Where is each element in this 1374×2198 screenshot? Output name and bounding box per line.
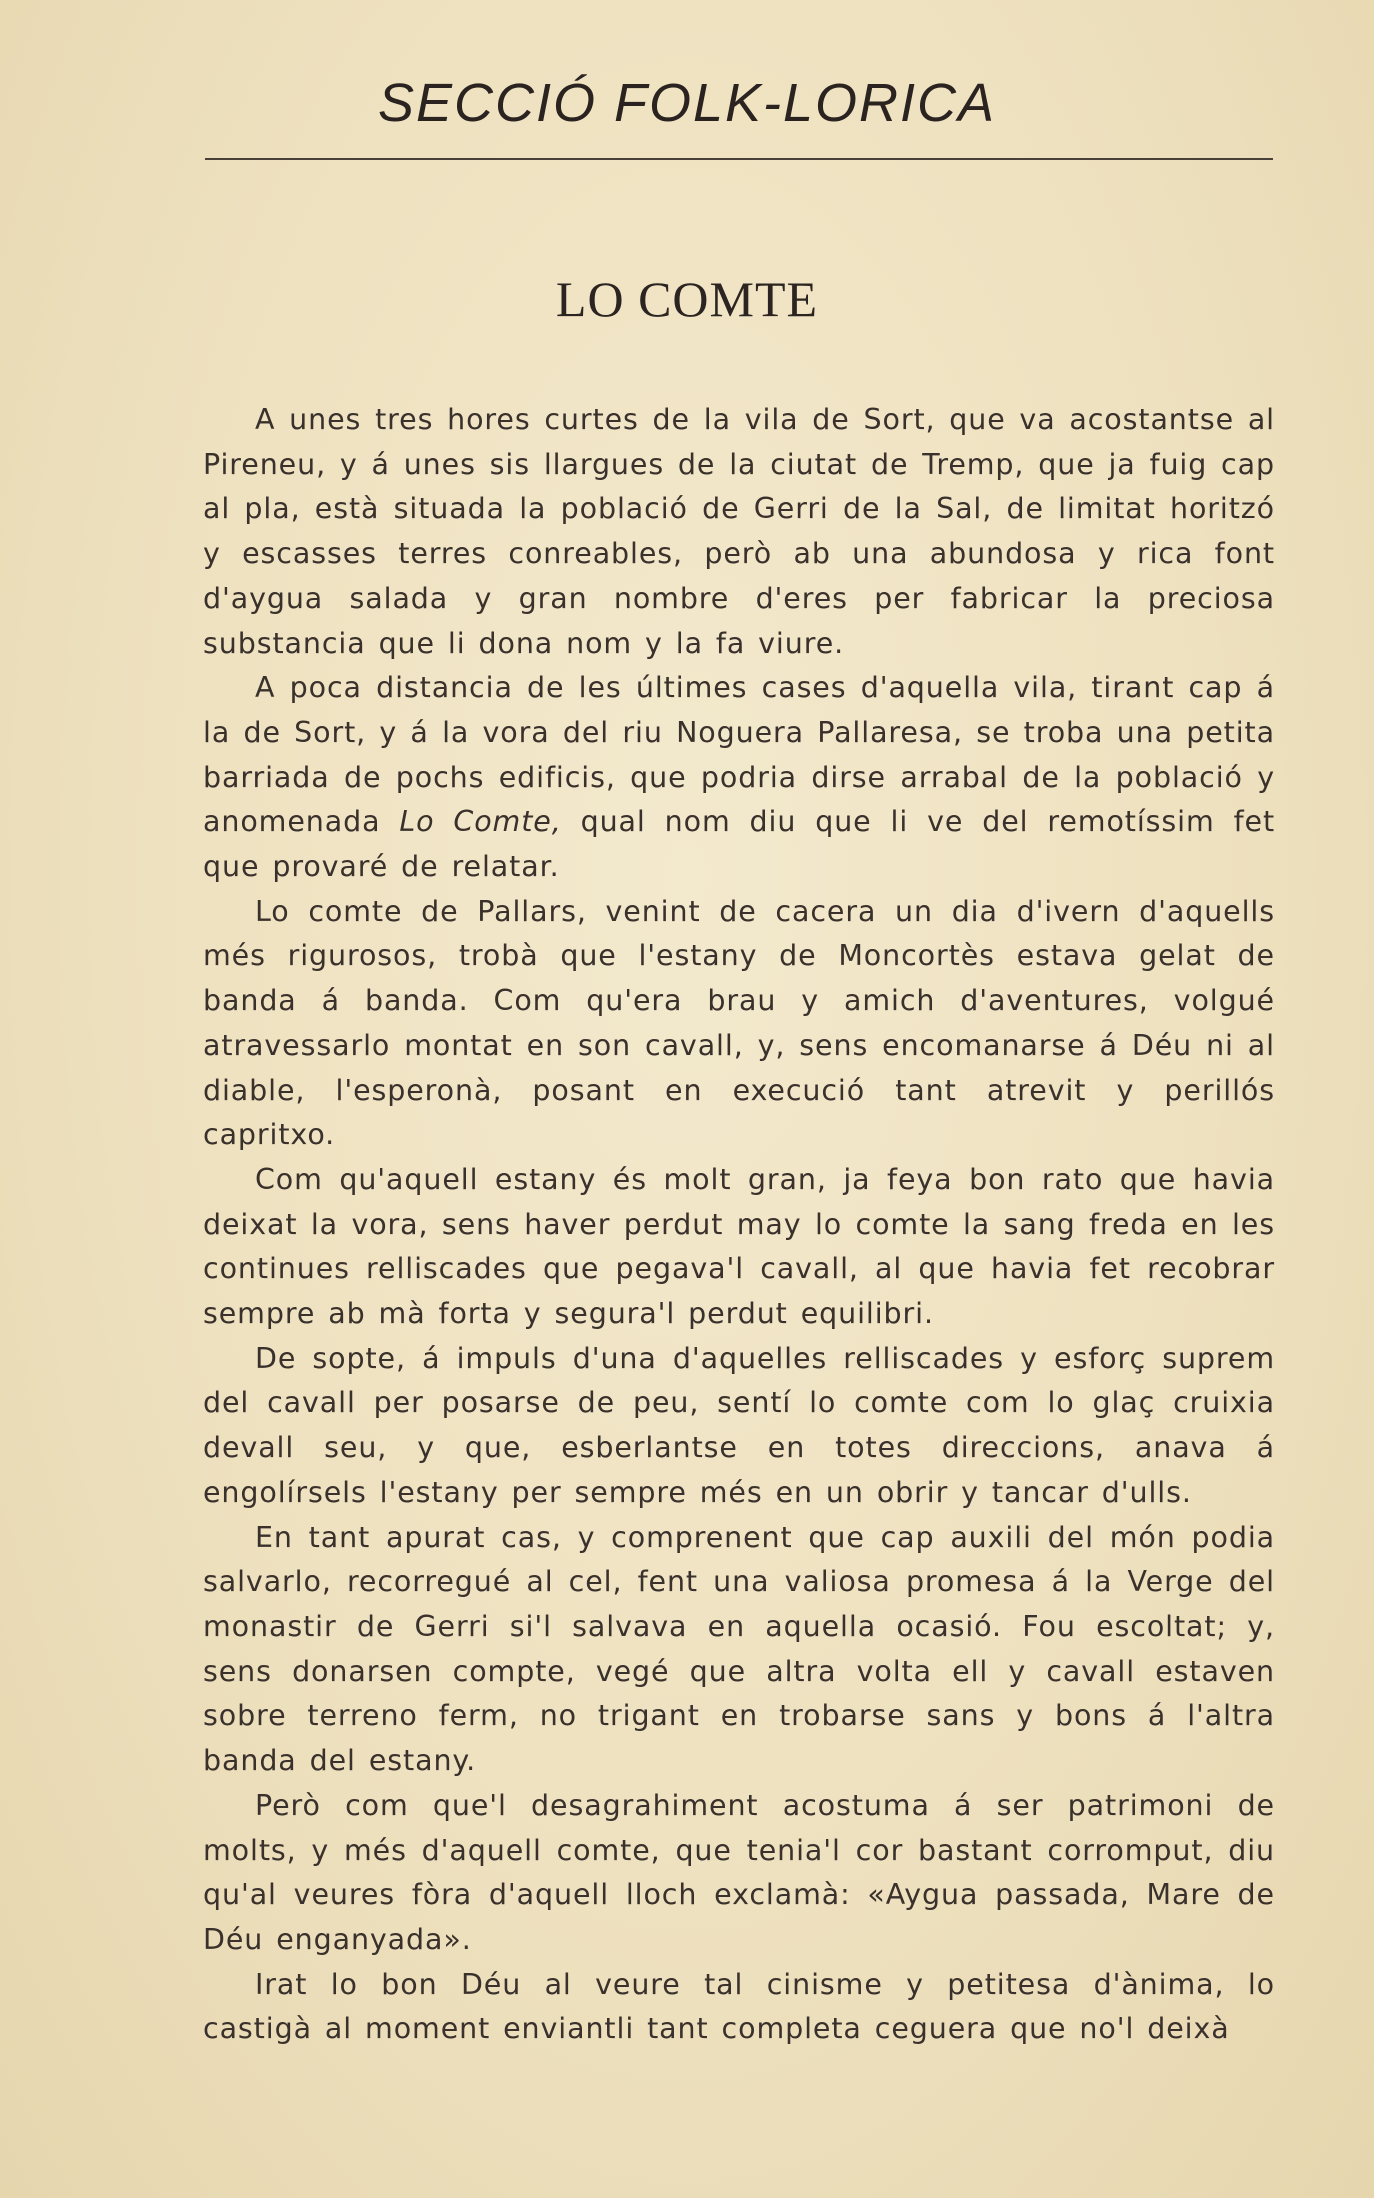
header-rule — [205, 158, 1273, 160]
article-body — [203, 398, 1275, 2052]
paragraph: A unes tres hores curtes de la vila de Sort, que va acostantse al Pireneu, y á unes sis llargues de la ciutat de Tremp, que ja fuig cap al pla, està situada la població de Gerri de la Sal, de limitat horitzó y escasses terres conreables, però ab una abundosa y rica font d'aygua salada y gran nombre d'eres per fabricar la preciosa substancia que li dona nom y la fa viure. — [203, 403, 1275, 660]
paragraph-text: qual nom diu que li ve del remotíssim fet que provaré de relatar. — [203, 805, 1276, 884]
paragraph — [203, 666, 1275, 890]
paragraph: Irat lo bon Déu al veure tal cinisme y petitesa d'ànima, lo castigà al moment enviantli tant completa ceguera que no'l deixà — [203, 1967, 1275, 2046]
place-name-emphasis: Lo Comte, — [399, 805, 562, 839]
paragraph-text: A poca distancia de les últimes cases d'aquella vila, tirant cap á la de Sort, y á la vora del riu Noguera Pallaresa, se troba una petita barriada de pochs edificis, que podria dirse arrabal de la població y anomenada — [203, 671, 1275, 839]
paragraph: Però com que'l desagrahiment acostuma á ser patrimoni de molts, y més d'aquell comte, que tenia'l cor bastant corromput, diu qu'al veures fòra d'aquell lloch exclamà: «Aygua passada, Mare de Déu enganyada». — [203, 1788, 1275, 1956]
paragraph: De sopte, á impuls d'una d'aquelles relliscades y esforç suprem del cavall per posarse de peu, sentí lo comte com lo glaç cruixia devall seu, y que, esberlantse en totes direccions, anava á engolírsels l'estany per sempre més en un obrir y tancar d'ulls. — [203, 1341, 1275, 1509]
paragraph: En tant apurat cas, y comprenent que cap auxili del món podia salvarlo, recorregué al cel, fent una valiosa promesa á la Verge del monastir de Gerri si'l salvava en aquella ocasió. Fou escoltat; y, sens donarsen compte, vegé que altra volta ell y cavall estaven sobre terreno ferm, no trigant en trobarse sans y bons á l'altra banda del estany. — [203, 1520, 1275, 1778]
paragraph: Lo comte de Pallars, venint de cacera un dia d'ivern d'aquells més rigurosos, trobà que l'estany de Moncortès estava gelat de banda á banda. Com qu'era brau y amich d'aventures, volgué atravessarlo montat en son cavall, y, sens encomanarse á Déu ni al diable, l'esperonà, posant en execució tant atrevit y perillós capritxo. — [203, 894, 1275, 1152]
paragraph: Com qu'aquell estany és molt gran, ja feya bon rato que havia deixat la vora, sens haver perdut may lo comte la sang freda en les continues relliscades que pegava'l cavall, al que havia fet recobrar sempre ab mà forta y segura'l perdut equilibri. — [203, 1162, 1275, 1331]
section-title: SECCIÓ FOLK-LORICA — [377, 73, 997, 133]
article-title: LO COMTE — [555, 271, 819, 327]
